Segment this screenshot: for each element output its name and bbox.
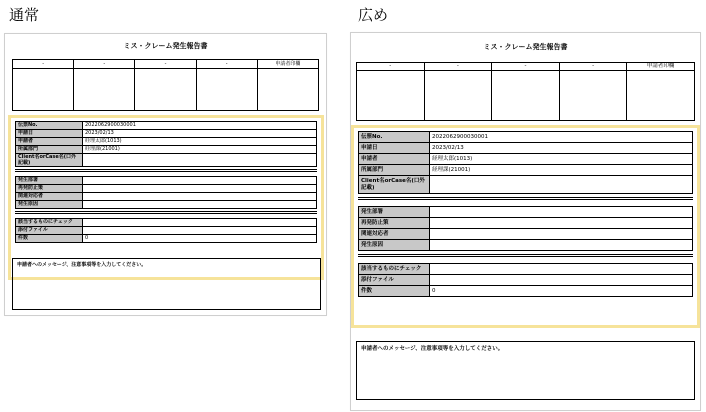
approval-stamp-cell[interactable] [492, 71, 560, 121]
field-label: Client名orCase名(口外記載) [359, 176, 430, 194]
report-title: ミス・クレーム発生報告書 [483, 43, 568, 51]
approval-header: - [492, 63, 560, 71]
approval-header: - [357, 63, 425, 71]
field-value[interactable] [430, 264, 693, 275]
field-value[interactable] [83, 154, 317, 167]
field-value[interactable] [83, 177, 317, 185]
approval-header: 申請者印欄 [627, 63, 695, 71]
message-box[interactable]: 申請者へのメッセージ、注意事項等を入力してください。 [356, 341, 695, 400]
approval-stamp-cell[interactable] [257, 69, 318, 111]
field-label: 発生部署 [16, 177, 83, 185]
approval-header: - [13, 60, 74, 69]
fields-group-incident [358, 206, 693, 251]
field-label: 件数 [16, 235, 83, 243]
field-label: 申請者 [16, 138, 83, 146]
field-value[interactable] [430, 229, 693, 240]
approval-stamp-cell[interactable] [135, 69, 196, 111]
field-label: Client名orCase名(口外記載) [16, 154, 83, 167]
field-value[interactable]: 経理太郎(1013) [430, 154, 693, 165]
approval-stamp-cell[interactable] [559, 71, 627, 121]
approval-table [12, 59, 319, 111]
field-value[interactable]: 経理課(21001) [430, 165, 693, 176]
approval-stamp-cell[interactable] [74, 69, 135, 111]
field-label: 所属部門 [359, 165, 430, 176]
field-label: 申請者 [359, 154, 430, 165]
field-value[interactable] [83, 193, 317, 201]
field-label: 所属部門 [16, 146, 83, 154]
field-area-highlight [351, 125, 700, 328]
fields-group-incident [15, 176, 317, 209]
report-page-wide [350, 32, 701, 411]
field-label: 申請日 [16, 130, 83, 138]
field-value[interactable]: 0 [83, 235, 317, 243]
fields-group-attachments [358, 263, 693, 297]
field-label: 申請日 [359, 143, 430, 154]
field-label: 発生原因 [16, 201, 83, 209]
field-value[interactable] [430, 240, 693, 251]
fields-group-basic [15, 121, 317, 167]
field-label: 伝票No. [16, 122, 83, 130]
fields-group-basic [358, 131, 693, 194]
report-title: ミス・クレーム発生報告書 [123, 42, 208, 50]
field-label: 添付ファイル [359, 275, 430, 286]
approval-header: - [135, 60, 196, 69]
section-divider [15, 211, 317, 218]
field-value[interactable] [83, 219, 317, 227]
approval-header: - [74, 60, 135, 69]
field-area-highlight [8, 115, 324, 280]
field-value[interactable]: 2023/02/13 [83, 130, 317, 138]
field-value[interactable] [83, 227, 317, 235]
field-label: 再発防止策 [359, 218, 430, 229]
section-divider [358, 197, 693, 206]
field-value[interactable]: 2022062900030001 [430, 132, 693, 143]
field-label: 件数 [359, 286, 430, 297]
approval-header: - [559, 63, 627, 71]
field-value[interactable]: 2022062900030001 [83, 122, 317, 130]
field-label: 関連対応者 [359, 229, 430, 240]
field-label: 関連対応者 [16, 193, 83, 201]
approval-header: - [424, 63, 492, 71]
approval-stamp-cell[interactable] [357, 71, 425, 121]
wide-label: 広め [358, 6, 389, 24]
approval-stamp-cell[interactable] [13, 69, 74, 111]
field-label: 添付ファイル [16, 227, 83, 235]
field-value[interactable] [83, 185, 317, 193]
field-value[interactable] [83, 201, 317, 209]
field-value[interactable] [430, 218, 693, 229]
approval-header: - [196, 60, 257, 69]
approval-stamp-cell[interactable] [424, 71, 492, 121]
field-value[interactable] [430, 275, 693, 286]
field-label: 発生部署 [359, 207, 430, 218]
field-value[interactable]: 2023/02/13 [430, 143, 693, 154]
field-value[interactable]: 経理課(21001) [83, 146, 317, 154]
message-box[interactable]: 申請者へのメッセージ、注意事項等を入力してください。 [12, 258, 321, 310]
fields-group-attachments [15, 218, 317, 243]
approval-stamp-cell[interactable] [627, 71, 695, 121]
field-value[interactable] [430, 207, 693, 218]
field-value[interactable]: 0 [430, 286, 693, 297]
field-label: 該当するものにチェック [359, 264, 430, 275]
field-label: 伝票No. [359, 132, 430, 143]
section-divider [15, 169, 317, 176]
section-divider [358, 254, 693, 263]
field-label: 発生原因 [359, 240, 430, 251]
field-label: 該当するものにチェック [16, 219, 83, 227]
approval-stamp-cell[interactable] [196, 69, 257, 111]
field-value[interactable]: 経理太郎(1013) [83, 138, 317, 146]
approval-table [356, 62, 695, 121]
approval-header: 申請者印欄 [257, 60, 318, 69]
report-page-normal [4, 33, 327, 316]
normal-label: 通常 [9, 6, 40, 24]
field-label: 再発防止策 [16, 185, 83, 193]
field-value[interactable] [430, 176, 693, 194]
